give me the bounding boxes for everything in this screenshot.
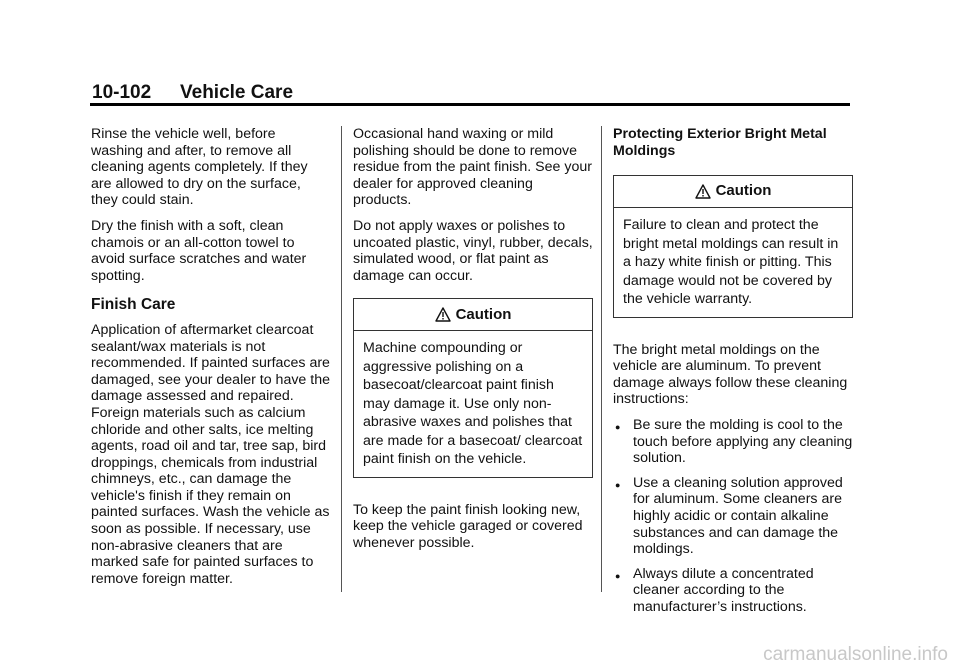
bullet-list — [613, 417, 853, 616]
paragraph: The bright metal moldings on the vehicle are aluminum. To prevent damage always follow these cleaning instructions: — [613, 341, 848, 408]
column-3 — [613, 126, 853, 624]
bullet-icon: ● — [615, 570, 621, 581]
bullet-icon: ● — [615, 479, 621, 490]
column-divider — [341, 126, 342, 592]
watermark: carmanualsonline.info — [763, 644, 948, 665]
paragraph: Application of aftermarket clearcoat sealant/wax materials is not recommended. If painted surfaces are damaged, see your dealer to have the damage assessed and repaired. Foreign materials such as calcium chloride and other salts, ice melting agents, road oil and tar, tree sap, bird droppings, chemicals from industrial chimneys, etc., can damage the vehicle's finish if they remain on painted surfaces. Wash the vehicle as soon as possible. If necessary, use non-abrasive cleaners that are marked safe for painted surfaces to remove foreign matter. — [91, 321, 330, 587]
caution-box — [613, 175, 853, 318]
paragraph: Dry the finish with a soft, clean chamois or an all-cotton towel to avoid surface scratches and water spotting. — [91, 217, 307, 284]
warning-icon — [695, 184, 711, 199]
column-1 — [91, 126, 331, 596]
paragraph: Rinse the vehicle well, before washing and after, to remove all cleaning agents completely. If they are allowed to dry on the surface, they could stain. — [91, 126, 308, 209]
list-item: ● Use a cleaning solution approved for aluminum. Some cleaners are highly acidic or contain alkaline substances and can damage the moldings. — [615, 474, 843, 558]
caution-box — [353, 298, 593, 478]
bullet-icon: ● — [615, 422, 621, 433]
caution-header — [354, 299, 592, 331]
caution-title: Caution — [455, 305, 512, 323]
caution-title: Caution — [715, 182, 772, 200]
caution-text: Failure to clean and protect the bright metal moldings can result in a hazy white finish or pitting. This damage would not be covered by the vehicle warranty. — [623, 217, 839, 308]
subheading-bright-metal: Protecting Exterior Bright Metal Moldings — [613, 126, 827, 159]
subheading-finish-care: Finish Care — [91, 296, 176, 314]
page-number: 10-102 — [92, 82, 152, 103]
caution-text: Machine compounding or aggressive polishing on a basecoat/clearcoat paint finish may damage it. Use only non-abrasive waxes and polishes that are made for a basecoat/ clearcoat paint finish on the vehicle. — [363, 340, 583, 468]
section-title: Vehicle Care — [180, 82, 294, 103]
column-divider — [601, 126, 602, 592]
list-item: ● Always dilute a concentrated cleaner according to the manufacturer’s instructions. — [615, 565, 814, 615]
paragraph: To keep the paint finish looking new, keep the vehicle garaged or covered whenever possible. — [353, 501, 583, 552]
list-item: ● Be sure the molding is cool to the touch before applying any cleaning solution. — [615, 417, 853, 467]
header-rule — [90, 103, 850, 106]
paragraph: Do not apply waxes or polishes to uncoated plastic, vinyl, rubber, decals, simulated wood, or flat paint as damage can occur. — [353, 217, 593, 284]
paragraph: Occasional hand waxing or mild polishing should be done to remove residue from the paint finish. See your dealer for approved cleaning products. — [353, 126, 592, 209]
column-2 — [353, 126, 593, 561]
warning-icon — [435, 307, 451, 322]
caution-header — [614, 176, 852, 208]
